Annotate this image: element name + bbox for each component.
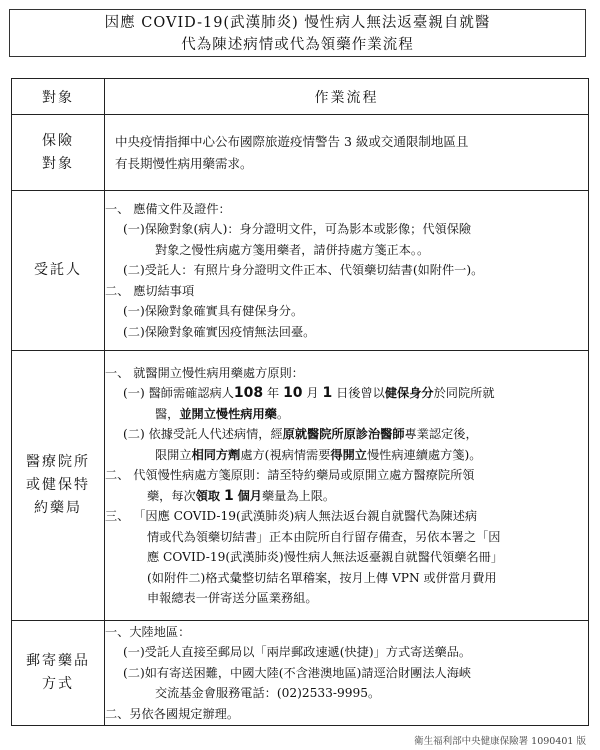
header-subject: 對象 (12, 79, 105, 115)
table-header-row (12, 79, 589, 115)
row-label-mail: 郵寄藥品 方式 (12, 621, 105, 726)
table-row-mail (12, 621, 589, 726)
hospital-item-1-2: (二) 依據受託人代述病情，經原就醫院所原診治醫師專業認定後， (123, 427, 478, 441)
hospital-item-1-1: (一) 醫師需確認病人108 年 10 月 1 日後曾以健保身分於同院所就 (123, 385, 495, 401)
document-title (9, 9, 586, 57)
title-line-1: 因應 COVID-19(武漢肺炎) 慢性病人無法返臺親自就醫 (104, 15, 491, 31)
title-line-2: 代為陳述病情或代為領藥作業流程 (181, 37, 414, 53)
version-footer: 衛生福利部中央健康保險署 1090401 版 (414, 736, 586, 747)
table-row-trustee (12, 191, 589, 351)
row-label-insured: 保險 對象 (12, 115, 105, 191)
row-label-hospital: 醫療院所 或健保特 約藥局 (12, 351, 105, 621)
table-row-insured (12, 115, 589, 191)
process-table (11, 78, 589, 726)
row-content-insured: 中央疫情指揮中心公布國際旅遊疫情警告 3 級或交通限制地區且 有長期慢性病用藥需求。 (105, 115, 589, 191)
table-row-hospital (12, 351, 589, 621)
row-content-hospital: 一、 就醫開立慢性病用藥處方原則： (一) 醫師需確認病人108 年 10 月 1 日後曾以健保身分於同院所就 醫，並開立慢性病用藥。 (二) 依據受託人代述病情，經原就醫院所原診治醫師專業認定後， 限開立相同方劑處方(視病情需要得開立慢性病連續處方箋)。 二、 代領慢性病處方箋原則：請至特約藥局或原開立處方醫療院所領 藥，每次領取 1 個月藥量為上限。 三、 「因應 COVID-19(武漢肺炎)病人無法返台親自就醫代為陳述病 情或代為領藥切結書」正本由院所自行留存備查，另依本署之「因 應 COVID-19(武漢肺炎)慢性病人無法返臺親自就醫代領藥名冊」 (如附件二)格式彙整切結名單稽案，按月上傳 VPN 或併當月費用 申報總表一併寄送分區業務組。 (105, 351, 589, 621)
row-content-mail: 一、大陸地區： (一)受託人直接至郵局以「兩岸郵政速遞(快捷)」方式寄送藥品。 (二)如有寄送困難，中國大陸(不含港澳地區)請逕洽財團法人海峽 交流基金會服務電話：(02)2533-9995。 二、另依各國規定辦理。 (105, 621, 589, 726)
row-content-trustee: 一、 應備文件及證件： (一)保險對象(病人)：身分證明文件，可為影本或影像；代領保險 對象之慢性病處方箋用藥者，請併持處方箋正本。。 (二)受託人：有照片身分證明文件正本、代領藥切結書(如附件一)。 二、 應切結事項 (一)保險對象確實具有健保身分。 (二)保險對象確實因疫情無法回臺。 (105, 191, 589, 351)
row-label-trustee: 受託人 (12, 191, 105, 351)
header-process: 作業流程 (105, 79, 589, 115)
